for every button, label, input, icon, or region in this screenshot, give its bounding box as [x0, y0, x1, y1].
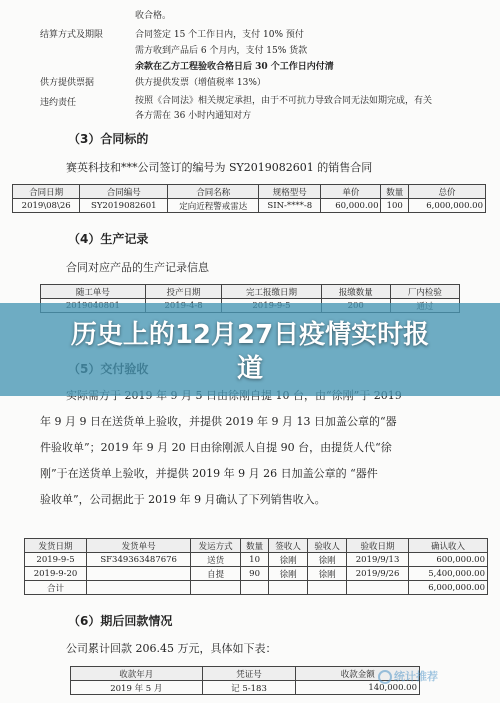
table-header: 单价 — [321, 185, 381, 199]
table-cell — [269, 581, 308, 595]
text-line: 收合格。 — [135, 11, 172, 21]
table-cell: SF349363487676 — [87, 553, 191, 567]
breach-label: 违约责任 — [40, 98, 77, 108]
table-cell: 徐刚 — [308, 567, 347, 581]
table-header: 数量 — [241, 539, 269, 553]
table-cell — [347, 581, 409, 595]
table-header: 发货日期 — [25, 539, 87, 553]
table-cell: 6,000,000.00 — [408, 199, 485, 213]
table-header: 发货单号 — [87, 539, 191, 553]
table-header: 收款金额 — [296, 667, 420, 681]
table-cell — [308, 581, 347, 595]
section-subtitle: 合同对应产品的生产记录信息 — [66, 261, 209, 274]
table-cell: 2019\08\26 — [13, 199, 80, 213]
table-cell: 2019/9/26 — [347, 567, 409, 581]
table-header: 报缴数量 — [321, 285, 390, 299]
section-subtitle: 赛英科技和***公司签订的编号为 SY2019082601 的销售合同 — [66, 161, 373, 174]
table-header: 收款年月 — [71, 667, 203, 681]
table-cell: 徐刚 — [269, 553, 308, 567]
table-header: 投产日期 — [145, 285, 222, 299]
table-header: 随工单号 — [41, 285, 146, 299]
table-header: 数量 — [381, 185, 408, 199]
paragraph-line: 件验收单”；2019 年 9 月 20 日由徐刚派人自提 90 台，由提货人代“徐 — [40, 441, 392, 454]
table-cell: 100 — [381, 199, 408, 213]
table-header: 合同名称 — [168, 185, 259, 199]
breach-line-2: 各方需在 36 小时内通知对方 — [135, 111, 252, 121]
section-subtitle: 公司累计回款 206.45 万元，具体如下表： — [66, 642, 277, 655]
table-cell: 记 5-183 — [202, 681, 296, 695]
table-header: 总价 — [408, 185, 485, 199]
table-cell: 定向近程警戒雷达 — [168, 199, 259, 213]
delivery-table — [24, 538, 488, 595]
banner-title-line: 道 — [236, 354, 263, 384]
table-header: 规格型号 — [259, 185, 321, 199]
table-cell: 6,000,000.00 — [409, 581, 488, 595]
table-header: 厂内检验 — [390, 285, 459, 299]
section-title: （6）期后回款情况 — [68, 614, 173, 628]
table-cell: 600,000.00 — [409, 553, 488, 567]
table-cell: SY2019082601 — [80, 199, 168, 213]
table-header: 签收人 — [269, 539, 308, 553]
table-cell: 徐刚 — [308, 553, 347, 567]
table-header: 验收人 — [308, 539, 347, 553]
table-cell: 徐刚 — [269, 567, 308, 581]
table-cell: 140,000.00 — [296, 681, 420, 695]
watermark-text: 统计推荐 — [394, 670, 438, 683]
table-header: 凭证号 — [202, 667, 296, 681]
watermark-logo-icon — [378, 670, 392, 684]
table-cell: 10 — [241, 553, 269, 567]
table-cell: 60,000.00 — [321, 199, 381, 213]
table-header: 确认收入 — [409, 539, 488, 553]
banner-title-line: 历史上的12月27日疫情实时报 — [70, 320, 430, 350]
paragraph-line: 年 9 月 9 日在送货单上验收，并提供 2019 年 9 月 13 日加盖公章的“器 — [40, 415, 397, 428]
settle-line-2: 需方收到产品后 6 个月内，支付 15% 货款 — [135, 46, 308, 56]
table-cell: 2019-9-20 — [25, 567, 87, 581]
table-cell: 2019-9-5 — [25, 553, 87, 567]
table-cell — [87, 581, 191, 595]
payment-table — [70, 666, 420, 695]
table-header: 合同编号 — [80, 185, 168, 199]
table-header: 发运方式 — [191, 539, 241, 553]
table-cell: 送货 — [191, 553, 241, 567]
invoice-value: 供方提供发票（增值税率 13%） — [135, 78, 266, 88]
settle-line-1: 合同签定 15 个工作日内，支付 10% 预付 — [135, 30, 304, 40]
table-cell: SIN-****-8 — [259, 199, 321, 213]
table-cell — [87, 567, 191, 581]
settle-label: 结算方式及期限 — [40, 30, 104, 40]
contract-table — [12, 184, 486, 213]
banner-title — [0, 318, 500, 386]
table-cell — [191, 581, 241, 595]
section-title: （3）合同标的 — [68, 132, 149, 146]
table-cell: 90 — [241, 567, 269, 581]
invoice-label: 供方提供票据 — [40, 78, 95, 88]
breach-line-1: 按照《合同法》相关规定承担，由于不可抗力导致合同无法如期完成，有关 — [135, 96, 433, 106]
table-cell: 2019/9/13 — [347, 553, 409, 567]
table-cell: 2019 年 5 月 — [71, 681, 203, 695]
table-cell: 自提 — [191, 567, 241, 581]
watermark — [378, 668, 438, 684]
section-title: （4）生产记录 — [68, 232, 149, 246]
table-header: 完工报缴日期 — [222, 285, 321, 299]
settle-line-3: 余款在乙方工程验收合格日后 30 个工作日内付清 — [135, 62, 334, 72]
table-cell — [241, 581, 269, 595]
table-header: 验收日期 — [347, 539, 409, 553]
paragraph-line: 刚”于在送货单上验收，并提供 2019 年 9 月 26 日加盖公章的 “器件 — [40, 467, 378, 480]
table-header: 合同日期 — [13, 185, 80, 199]
table-cell: 合计 — [25, 581, 87, 595]
paragraph-line: 验收单”，公司据此于 2019 年 9 月确认了下列销售收入。 — [40, 493, 326, 506]
table-cell: 5,400,000.00 — [409, 567, 488, 581]
